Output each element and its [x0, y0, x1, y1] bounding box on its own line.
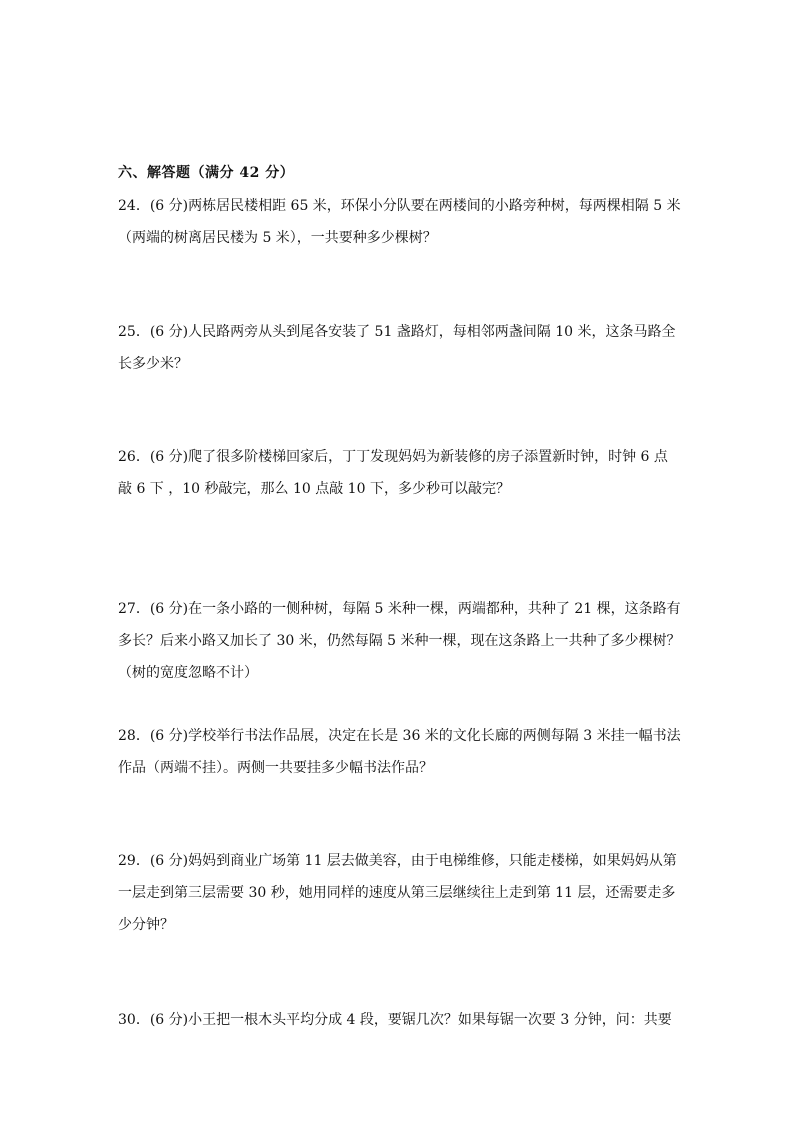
question-24: [118, 190, 681, 254]
question-29-line-2: 一层走到第三层需要 30 秒，她用同样的速度从第三层继续往上走到第 11 层，还需要走多: [118, 885, 676, 901]
question-29-line-3: 少分钟？: [118, 917, 174, 933]
question-24-line-1: 24．(6 分)两栋居民楼相距 65 米，环保小分队要在两楼间的小路旁种树，每两棵相隔 5 米: [118, 198, 681, 214]
question-29: [118, 845, 678, 941]
question-26-line-1: 26．(6 分)爬了很多阶楼梯回家后，丁丁发现妈妈为新装修的房子添置新时钟，时钟 6 点: [118, 449, 668, 465]
question-25: [118, 316, 678, 380]
question-27-line-1: 27．(6 分)在一条小路的一侧种树，每隔 5 米种一棵，两端都种，共种了 21 棵，这条路有: [118, 601, 681, 617]
question-28-line-2: 作品（两端不挂）。两侧一共要挂多少幅书法作品？: [118, 760, 433, 776]
question-26: [118, 441, 678, 505]
question-26-line-2: 敲 6 下 ，10 秒敲完，那么 10 点敲 10 下，多少秒可以敲完？: [118, 481, 510, 497]
question-25-line-1: 25．(6 分)人民路两旁从头到尾各安装了 51 盏路灯，每相邻两盏间隔 10 米，这条马路全: [118, 324, 676, 340]
question-24-line-2: （两端的树离居民楼为 5 米），一共要种多少棵树？: [118, 230, 437, 246]
question-28: [118, 720, 681, 784]
question-30: [118, 1004, 678, 1036]
question-27: [118, 593, 681, 689]
question-25-line-2: 长多少米？: [118, 356, 188, 372]
question-30-line-1: 30．(6 分)小王把一根木头平均分成 4 段，要锯几次？如果每锯一次要 3 分钟，问：共要: [118, 1012, 672, 1028]
question-27-line-2: 多长？后来小路又加长了 30 米，仍然每隔 5 米种一棵，现在这条路上一共种了多少棵树？: [118, 633, 681, 649]
section-title: 六、解答题（满分 42 分）: [118, 165, 295, 181]
question-28-line-1: 28．(6 分)学校举行书法作品展，决定在长是 36 米的文化长廊的两侧每隔 3 米挂一幅书法: [118, 728, 681, 744]
question-29-line-1: 29．(6 分)妈妈到商业广场第 11 层去做美容，由于电梯维修，只能走楼梯，如果妈妈从第: [118, 853, 677, 869]
question-27-line-3: （树的宽度忽略不计）: [118, 665, 258, 681]
